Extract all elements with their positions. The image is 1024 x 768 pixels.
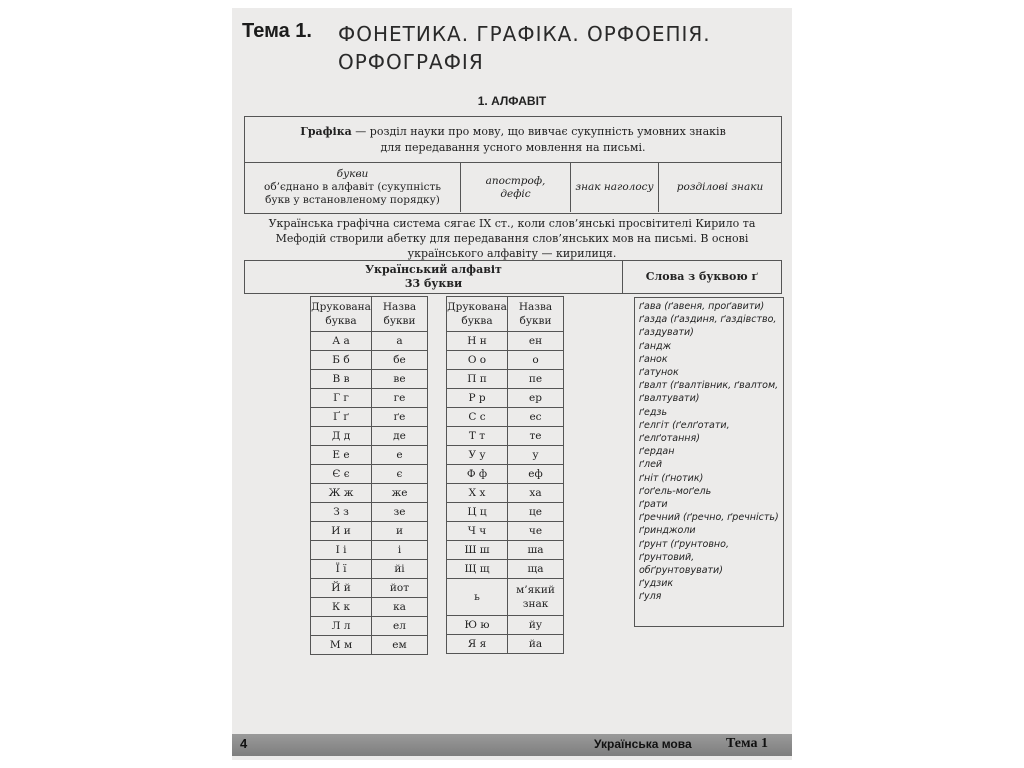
letter-name-cell: ша [508,541,564,560]
printed-letter-cell: К к [311,598,372,617]
g-word-item: ґандж [639,340,672,352]
letter-name-cell: ве [372,370,428,389]
g-word-item: ґоґель-моґель [639,485,712,497]
printed-letter-cell: В в [311,370,372,389]
g-words-list [634,297,784,627]
letter-name-cell: а [372,332,428,351]
letter-name-cell: м’який знак [508,579,564,616]
letter-name-cell: йа [508,635,564,654]
topic-label: Тема 1. [242,20,312,42]
graphics-components [245,163,781,212]
table-row [447,635,564,654]
printed-letter-cell: Й й [311,579,372,598]
graphics-definition-box [244,116,782,214]
punctuation-label: розділові знаки [676,181,764,193]
letter-name-cell: ер [508,389,564,408]
letter-name-cell: зе [372,503,428,522]
letter-name-cell: ге [372,389,428,408]
stress-cell [571,163,659,212]
g-word-item: ґедзь [639,406,668,418]
g-word-item: ґлей [639,459,663,471]
printed-letter-cell: Л л [311,617,372,636]
letter-name-cell: че [508,522,564,541]
g-word-item: ґвалт (ґвалтівник, ґвалтом, ґвалтувати) [639,380,779,405]
table-row [311,636,428,655]
printed-letter-cell: У у [447,446,508,465]
table-row [311,541,428,560]
graphics-definition-line2: для передавання усного мовлення на письмі. [380,141,646,154]
g-word-item: ґніт (ґнотик) [639,472,704,484]
letter-name-cell: і [372,541,428,560]
stress-label: знак наголосу [575,181,654,193]
table-row [311,579,428,598]
printed-letter-cell: Н н [447,332,508,351]
letters-title: букви [336,168,369,180]
table-row [311,617,428,636]
table-row [311,370,428,389]
alphabet-header-title [245,261,623,293]
graphics-definition-line1: — розділ науки про мову, що вивчає сукупність умовних знаків [351,125,726,138]
table-row [447,541,564,560]
alphabet-title: Український алфавіт [365,263,502,276]
printed-letter-cell: Ц ц [447,503,508,522]
table-row [311,389,428,408]
footer-topic: Тема 1 [726,736,768,751]
printed-letter-cell: Ю ю [447,616,508,635]
printed-letter-cell: Є є [311,465,372,484]
printed-letter-cell: Я я [447,635,508,654]
table-row [447,427,564,446]
page-footer [232,734,792,756]
printed-letter-cell: С с [447,408,508,427]
table-row [311,408,428,427]
alphabet-table-right [446,296,564,654]
table-row [311,522,428,541]
g-word-item: ґрунт (ґрунтовно, ґрунтовий, обґрунтовувати) [639,538,729,577]
letter-name-cell: о [508,351,564,370]
table-row [311,351,428,370]
letter-name-cell: ґе [372,408,428,427]
letter-name-cell: и [372,522,428,541]
printed-letter-header: Друкована буква [447,297,508,332]
g-word-item: ґречний (ґречно, ґречність) [639,512,779,524]
table-row [311,332,428,351]
table-row [311,503,428,522]
letter-name-cell: ел [372,617,428,636]
g-word-item: ґердан [639,446,675,458]
letter-name-cell: пе [508,370,564,389]
g-word-item: ґанок [639,353,668,365]
intro-paragraph: Українська графічна система сягає IX ст., коли слов’янські просвітителі Кирило та Мефодій створили абетку для передавання слов’янських мов на письмі. В основі українського алфавіту — кирилиця. [268,217,756,260]
printed-letter-cell: З з [311,503,372,522]
punctuation-cell [659,163,781,212]
letter-name-cell: це [508,503,564,522]
alphabet-table-left [310,296,428,655]
alphabet-header [244,260,782,294]
table-row [447,332,564,351]
table-row [311,598,428,617]
printed-letter-cell: Ґ ґ [311,408,372,427]
topic-title: ФОНЕТИКА. ГРАФІКА. ОРФОЕПІЯ. ОРФОГРАФІЯ [338,22,711,74]
printed-letter-header: Друкована буква [311,297,372,332]
printed-letter-cell: Щ щ [447,560,508,579]
printed-letter-cell: А а [311,332,372,351]
letter-name-cell: же [372,484,428,503]
letter-name-cell: у [508,446,564,465]
printed-letter-cell: Т т [447,427,508,446]
table-row [311,484,428,503]
table-row [447,446,564,465]
table-row [447,389,564,408]
printed-letter-cell: Ш ш [447,541,508,560]
table-row [311,560,428,579]
g-word-item: ґелгіт (ґелґотати, ґелґотання) [639,419,730,445]
table-row [447,408,564,427]
g-words-title: Слова з буквою ґ [645,270,759,283]
printed-letter-cell: Ф ф [447,465,508,484]
table-row [447,484,564,503]
letter-name-cell: йі [372,560,428,579]
g-word-item: ґуля [639,591,662,603]
letter-name-cell: є [372,465,428,484]
textbook-page [232,8,792,760]
printed-letter-cell: Х х [447,484,508,503]
letter-name-cell: де [372,427,428,446]
g-word-item: ґринджоли [639,525,696,537]
printed-letter-cell: ь [447,579,508,616]
letter-name-cell: йу [508,616,564,635]
table-row [447,522,564,541]
printed-letter-cell: О о [447,351,508,370]
table-row [311,427,428,446]
printed-letter-cell: Г г [311,389,372,408]
printed-letter-cell: И и [311,522,372,541]
letter-name-cell: ем [372,636,428,655]
table-row [447,503,564,522]
g-word-item: ґрати [639,499,668,511]
apostrophe-label: апостроф, дефіс [485,174,546,200]
printed-letter-cell: П п [447,370,508,389]
letter-name-cell: е [372,446,428,465]
graphics-term: Графіка [300,125,352,138]
letter-name-cell: ен [508,332,564,351]
letter-name-cell: еф [508,465,564,484]
table-header-row [311,297,428,332]
printed-letter-cell: І і [311,541,372,560]
table-row [311,465,428,484]
table-row [447,351,564,370]
letters-cell [245,163,461,212]
letters-description: об’єднано в алфавіт (сукупність букв у встановленому порядку) [264,181,441,206]
letter-name-cell: бе [372,351,428,370]
letter-name-cell: йот [372,579,428,598]
letter-name-header: Назва букви [372,297,428,332]
letter-name-cell: ка [372,598,428,617]
table-row [447,465,564,484]
letter-name-cell: те [508,427,564,446]
table-row [447,616,564,635]
printed-letter-cell: Б б [311,351,372,370]
letter-name-cell: ес [508,408,564,427]
alphabet-count: 33 букви [404,277,463,290]
g-word-item: ґатунок [639,367,679,379]
table-header-row [447,297,564,332]
letter-name-cell: ха [508,484,564,503]
page-number: 4 [240,736,248,751]
g-word-item: ґудзик [639,578,674,590]
table-row [447,560,564,579]
printed-letter-cell: Ї ї [311,560,372,579]
table-row [447,579,564,616]
letter-name-cell: ща [508,560,564,579]
printed-letter-cell: Р р [447,389,508,408]
g-word-item: ґава (ґавеня, проґавити) [639,301,765,312]
apostrophe-cell [461,163,571,212]
printed-letter-cell: Е е [311,446,372,465]
printed-letter-cell: Д д [311,427,372,446]
table-row [447,370,564,389]
section-title: 1. АЛФАВІТ [477,94,547,108]
graphics-definition [245,117,781,163]
footer-subject: Українська мова [594,737,692,751]
letter-name-header: Назва букви [508,297,564,332]
printed-letter-cell: Ч ч [447,522,508,541]
printed-letter-cell: М м [311,636,372,655]
g-word-item: ґазда (ґаздиня, ґаздівство, ґаздувати) [639,314,777,339]
printed-letter-cell: Ж ж [311,484,372,503]
table-row [311,446,428,465]
